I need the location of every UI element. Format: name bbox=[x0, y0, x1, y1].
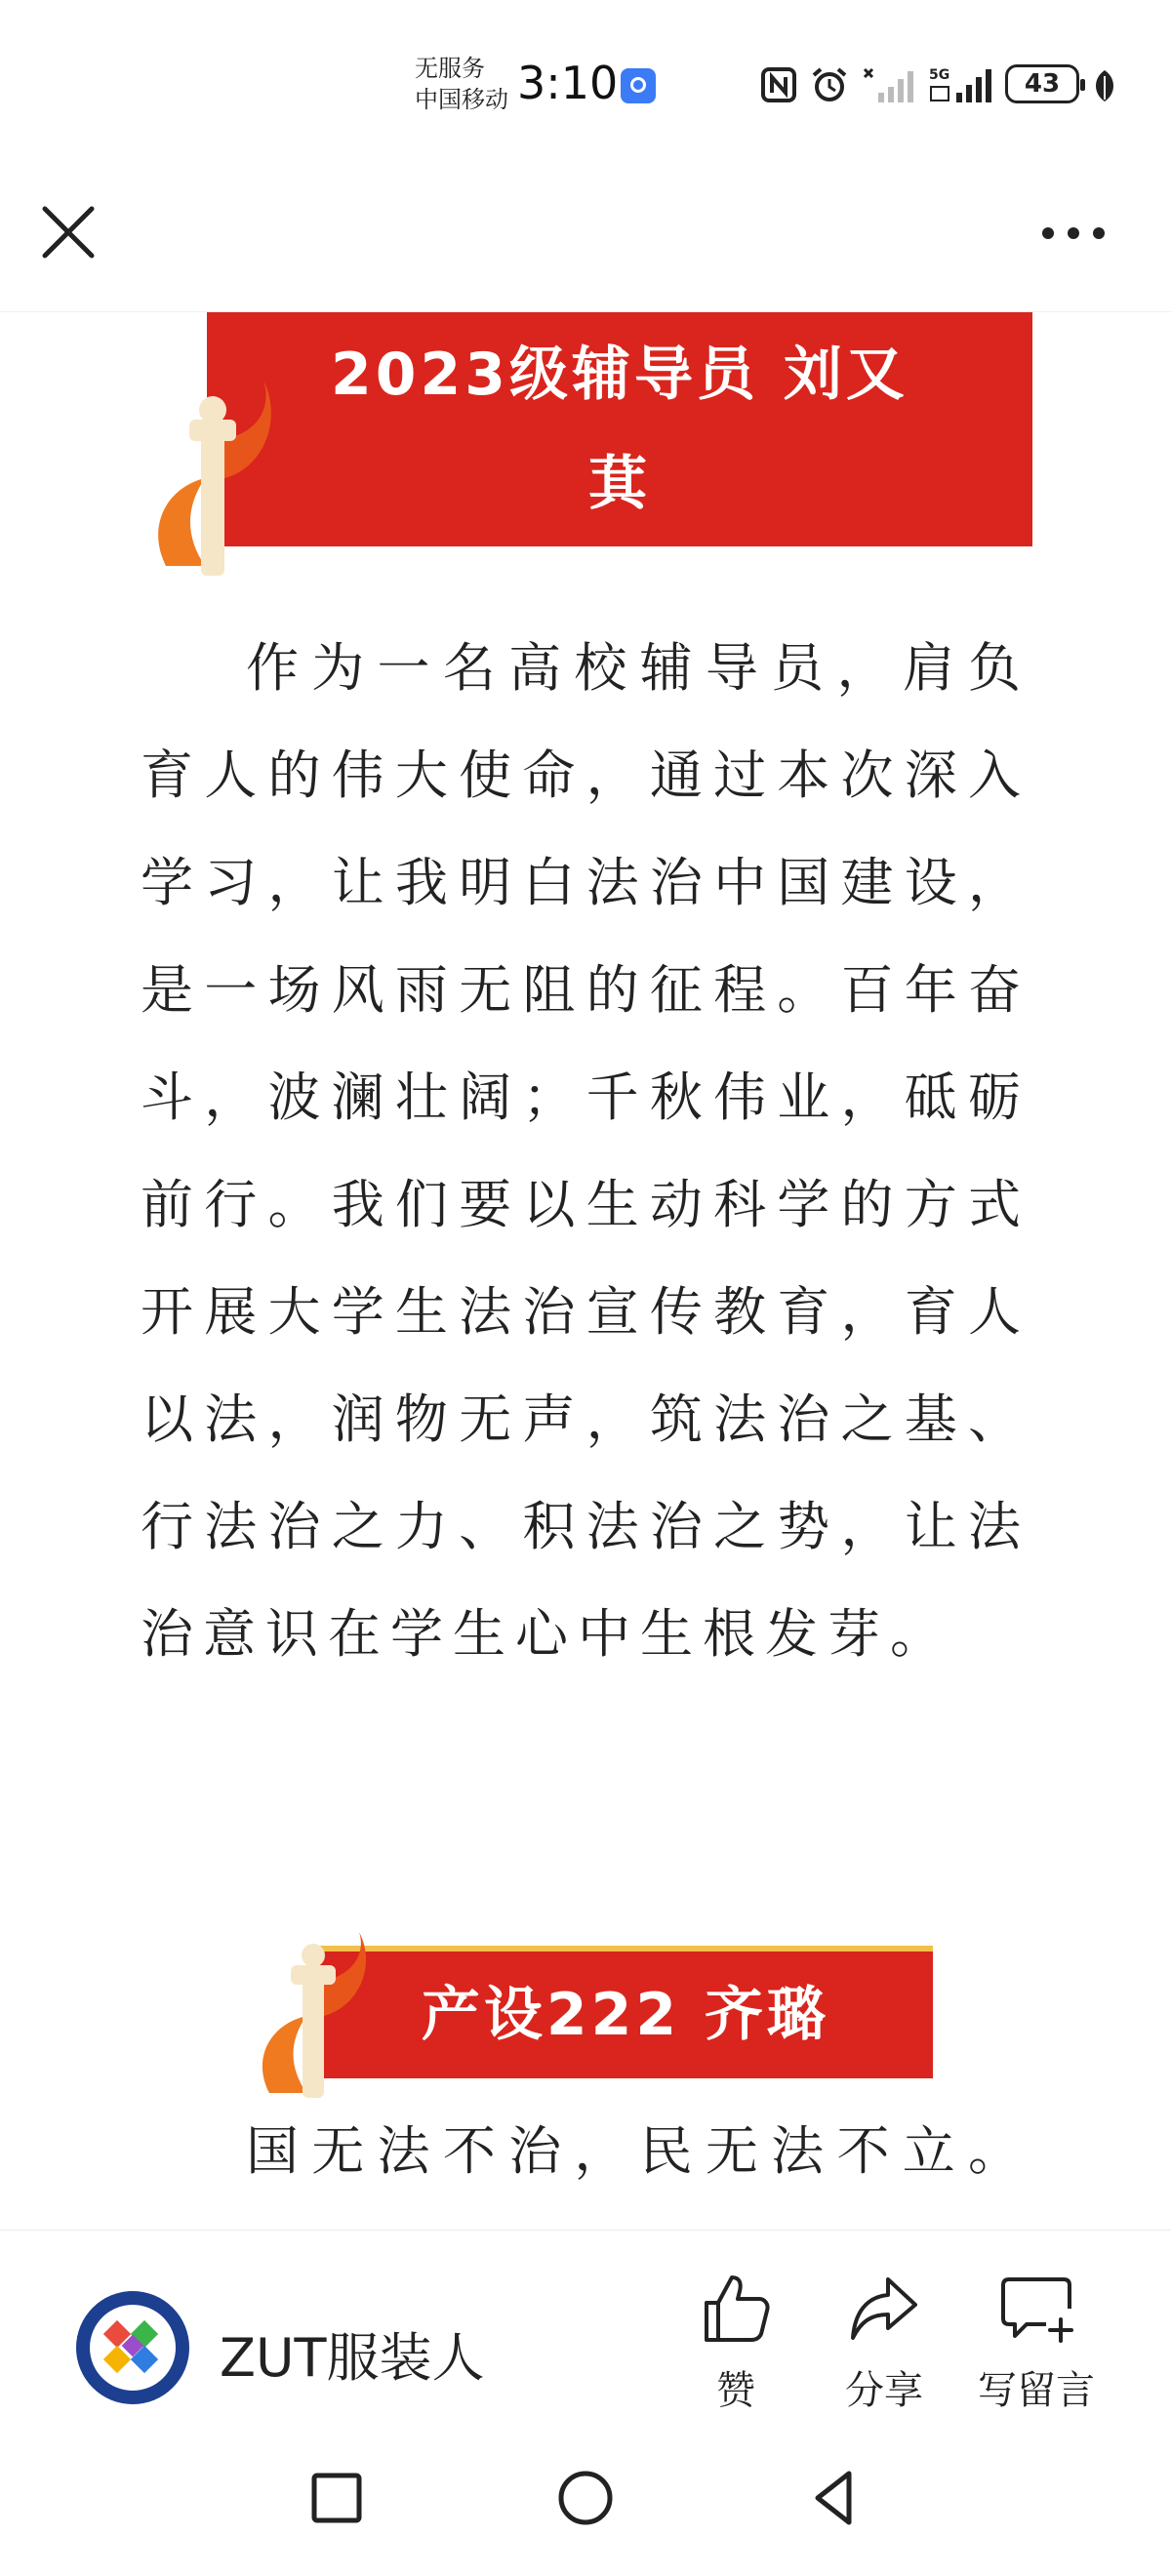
signal-5g-icon bbox=[929, 65, 999, 104]
carrier-line1: 无服务 bbox=[415, 55, 485, 82]
account-logo-icon[interactable] bbox=[74, 2289, 191, 2406]
section2-paragraph: 国无法不治，民无法不立。 bbox=[246, 2120, 1030, 2182]
section1-title-line1: 2023级辅导员 刘又 bbox=[331, 341, 909, 409]
account-name[interactable]: ZUT服装人 bbox=[220, 2327, 485, 2389]
more-icon bbox=[1034, 209, 1112, 258]
article-content bbox=[0, 312, 1171, 2230]
section1-title-banner bbox=[207, 312, 1032, 546]
top-nav-bar bbox=[0, 166, 1171, 312]
square-icon[interactable] bbox=[303, 2464, 371, 2532]
like-label: 赞 bbox=[716, 2368, 755, 2413]
section2-title: 产设222 齐璐 bbox=[421, 1981, 830, 2049]
status-bar bbox=[0, 0, 1171, 166]
status-icons bbox=[761, 60, 999, 109]
system-nav-bar bbox=[0, 2425, 1171, 2576]
more-options-button[interactable] bbox=[1034, 209, 1112, 258]
status-time: 3:10 bbox=[517, 57, 619, 109]
triangle-back-icon[interactable] bbox=[800, 2464, 868, 2532]
alarm-icon bbox=[810, 65, 849, 104]
thumbs-up-icon bbox=[697, 2270, 775, 2348]
network-label: 5G bbox=[929, 67, 950, 83]
leaf-icon bbox=[1091, 68, 1118, 107]
nfc-icon bbox=[761, 65, 796, 104]
hd-call-icon bbox=[621, 68, 656, 103]
share-button[interactable] bbox=[806, 2270, 962, 2416]
section2-title-banner bbox=[318, 1952, 933, 2078]
bottom-toolbar bbox=[0, 2230, 1171, 2425]
statue-decoration-icon bbox=[146, 381, 283, 576]
statue-decoration-icon bbox=[252, 1932, 379, 2098]
carrier-line2: 中国移动 bbox=[415, 86, 508, 113]
close-button[interactable] bbox=[39, 203, 98, 262]
section1-title-line2: 萁 bbox=[588, 450, 651, 518]
no-signal-icon bbox=[863, 65, 915, 104]
circle-icon[interactable] bbox=[551, 2464, 620, 2532]
share-icon bbox=[845, 2270, 923, 2348]
share-label: 分享 bbox=[845, 2368, 923, 2413]
comment-add-icon bbox=[997, 2270, 1075, 2348]
write-comment-button[interactable] bbox=[958, 2270, 1114, 2416]
comment-label: 写留言 bbox=[978, 2368, 1095, 2413]
like-button[interactable] bbox=[658, 2270, 814, 2416]
battery-indicator: 43 bbox=[1005, 64, 1079, 103]
close-icon bbox=[39, 203, 98, 262]
carrier-info bbox=[415, 53, 508, 115]
section1-paragraph: 作为一名高校辅导员，肩负育人的伟大使命，通过本次深入学习，让我明白法治中国建设，是一场风雨无阻的征程。百年奋斗，波澜壮阔；千秋伟业，砥砺前行。我们要以生动科学的方式开展大学生法治宣传教育，育人以法，润物无声，筑法治之基、行法治之力、积法治之势，让法治意识在学生心中生根发芽。 bbox=[141, 637, 1030, 1665]
